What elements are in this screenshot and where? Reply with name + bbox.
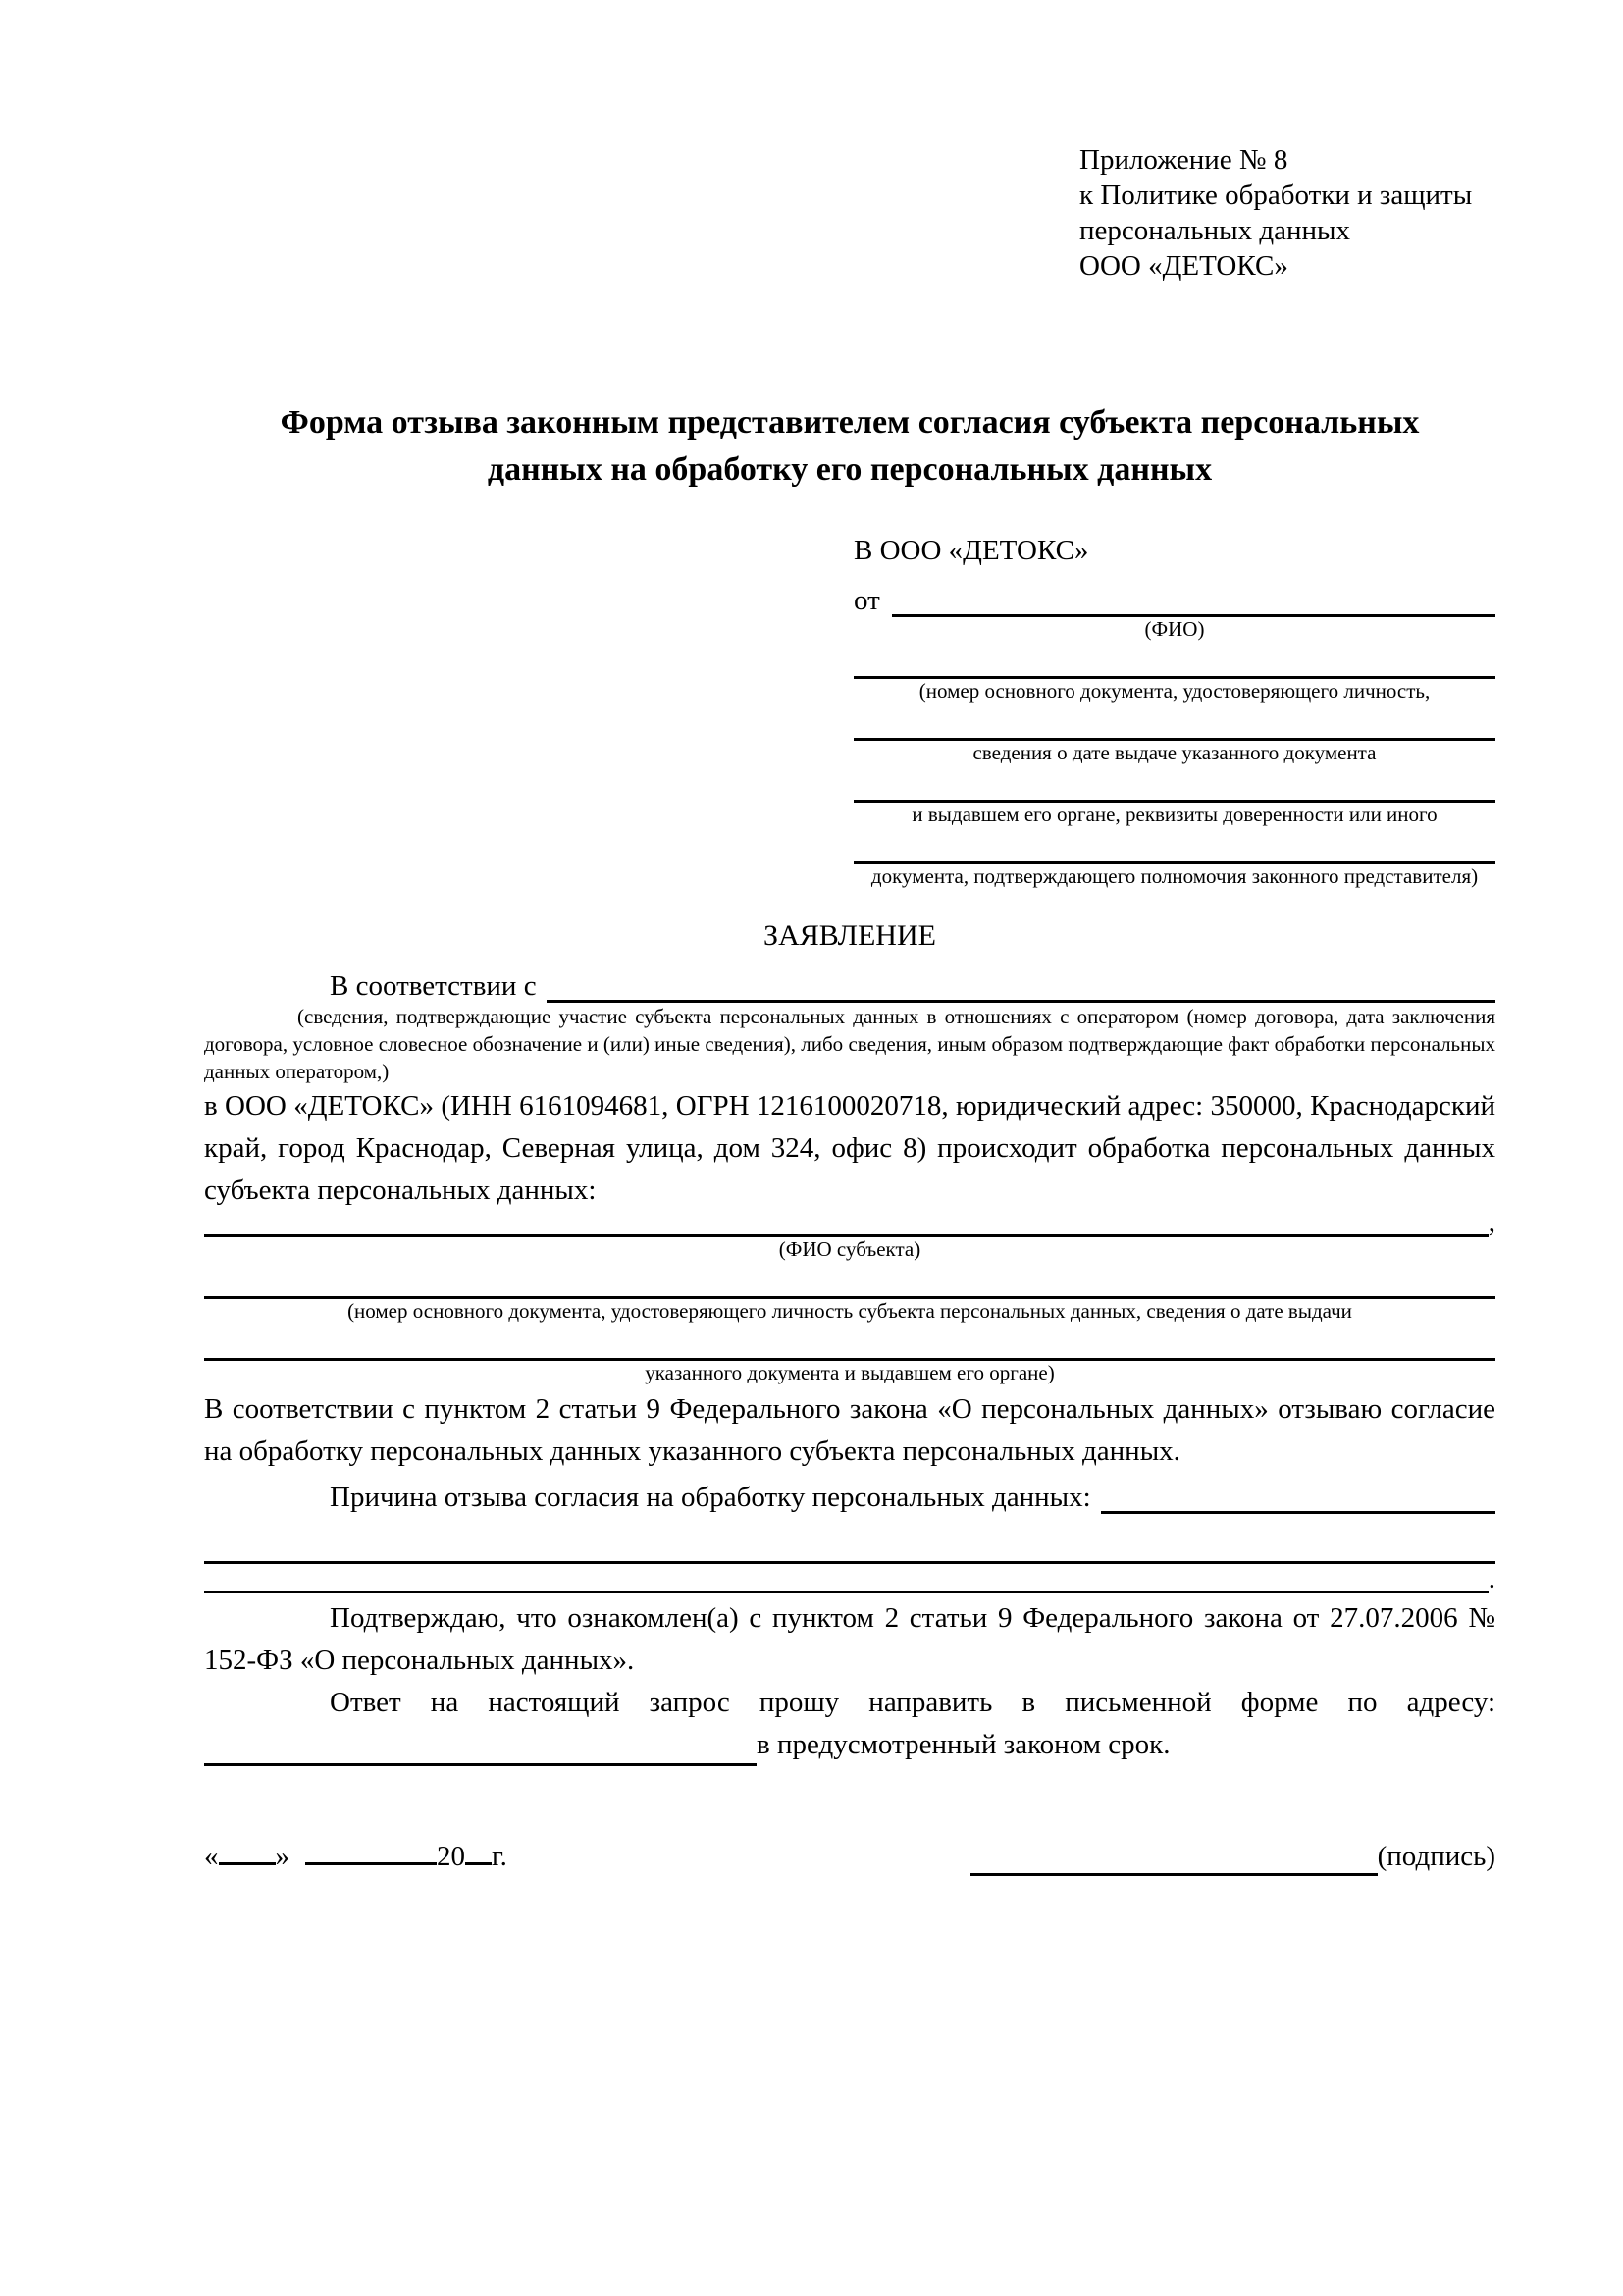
reason-blank-line-3[interactable] [204,1591,1489,1593]
date-year-blank[interactable] [465,1858,492,1865]
doc-authority-blank-line[interactable] [854,826,1495,864]
doc-caption: документа, подтверждающего полномочия законного представителя) [870,864,1479,888]
reply-lead-paragraph: Ответ на настоящий запрос прошу направить в письменной форме по адресу: [330,1687,1495,1718]
appendix-block [1079,142,1495,284]
operator-paragraph: в ООО «ДЕТОКС» (ИНН 6161094681, ОГРН 1216100020718, юридический адрес: 350000, Краснодарский край, город Краснодар, Северная улица, дом 324, офис 8) происходит обработка персональных данных субъекта персональных данных: [204,1090,1495,1206]
appendix-line: Приложение № 8 [1079,144,1288,176]
intro-label: В соответствии с [330,970,537,1002]
date-open-quote: « [204,1841,219,1872]
reason-label: Причина отзыва согласия на обработку персональных данных: [330,1482,1091,1513]
appendix-line: ООО «ДЕТОКС» [1079,250,1288,282]
reason-blank-line[interactable] [1101,1511,1495,1514]
reason-blank-row-3 [204,1564,1495,1593]
appendix-line: к Политике обработки и защиты [1079,180,1473,211]
subject-doc-blank-line-2[interactable] [204,1323,1495,1361]
addressee-to: В ООО «ДЕТОКС» [854,535,1089,566]
doc-issue-date-blank-line[interactable] [854,703,1495,741]
subject-doc-blank-line[interactable] [204,1261,1495,1299]
reason-row [204,1473,1495,1514]
addressee-from-row [854,573,1495,617]
reason-blank-suffix: . [1488,1563,1495,1594]
date-year-prefix: 20 [437,1841,465,1872]
doc-caption: (номер основного документа, удостоверяющего личность, [918,679,1431,703]
reply-address-blank-line[interactable] [204,1730,757,1766]
doc-caption: и выдавшем его органе, реквизиты доверенности или иного [912,803,1438,826]
subject-line-suffix: , [1488,1207,1495,1238]
intro-row [204,958,1495,1003]
signature-blank-line[interactable] [970,1840,1378,1876]
confirm-paragraph: Подтверждаю, что ознакомлен(а) с пунктом 2 статьи 9 Федерального закона от 27.07.2006 № 152-ФЗ «О персональных данных». [204,1602,1495,1676]
signature-caption: (подпись) [1377,1841,1495,1872]
subject-fio-row [204,1207,1495,1238]
addressee-block [854,529,1495,888]
subject-fio-caption: (ФИО субъекта) [778,1237,921,1261]
fio-caption: (ФИО) [1144,617,1205,641]
statement-heading: ЗАЯВЛЕНИЕ [763,919,936,952]
subject-doc-caption: (номер основного документа, удостоверяющего личность субъекта персональных данных, сведения о дате выдачи [347,1299,1352,1323]
doc-number-blank-line[interactable] [854,641,1495,679]
date-close-quote: » [275,1841,289,1872]
doc-issuer-blank-line[interactable] [854,764,1495,803]
signature-field [970,1837,1495,1876]
signature-row [204,1837,1495,1876]
addressee-from-label: от [854,585,880,616]
doc-caption: сведения о дате выдаче указанного документа [972,741,1377,764]
reply-tail-text: в предусмотренный законом срок. [757,1729,1171,1760]
document-title: Форма отзыва законным представителем согласия субъекта персональных данных на обработку его персональных данных [280,404,1420,488]
reply-tail-row [204,1724,1495,1766]
intro-footnote: (сведения, подтверждающие участие субъекта персональных данных в отношениях с оператором (номер договора, дата заключения договора, условное словесное обозначение и (или) иные сведения), либо сведения, иным образом подтверждающие факт обработки персональных данных оператором,) [204,1005,1495,1083]
reason-blank-line-2[interactable] [204,1514,1495,1564]
withdrawal-paragraph: В соответствии с пунктом 2 статьи 9 Федерального закона «О персональных данных» отзываю согласие на обработку персональных данных указанного субъекта персональных данных. [204,1393,1495,1467]
date-day-blank[interactable] [219,1858,276,1865]
date-month-blank[interactable] [305,1858,437,1865]
date-year-suffix: г. [492,1841,507,1872]
subject-doc-caption-2: указанного документа и выдавшем его органе) [645,1361,1055,1384]
date-field [204,1837,507,1876]
appendix-line: персональных данных [1079,215,1351,246]
